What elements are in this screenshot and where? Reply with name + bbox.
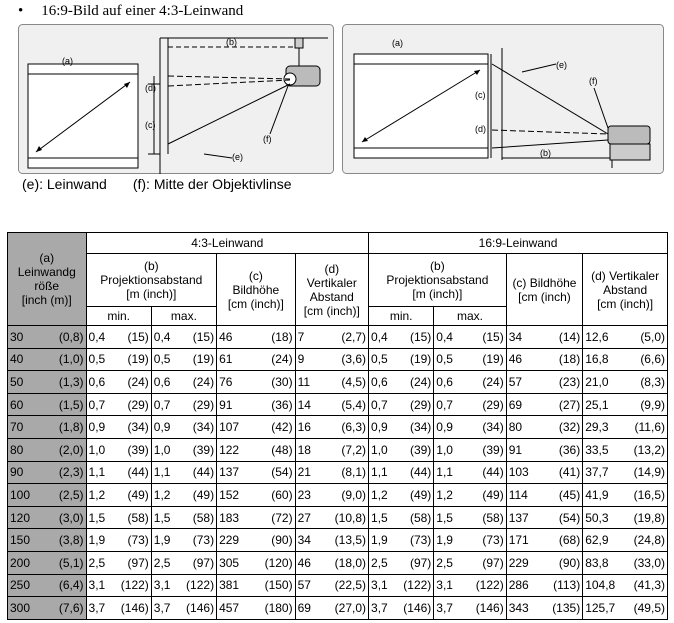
cell-max1: 0,4 (15) bbox=[151, 326, 216, 349]
vert-header-2: (d) Vertikaler Abstand [cm (inch)] bbox=[583, 254, 668, 326]
cell-max1: 0,9 (34) bbox=[151, 416, 216, 439]
cell-v2: 33,5 (13,2) bbox=[583, 438, 668, 461]
cell-h1: 122 (48) bbox=[217, 438, 296, 461]
label-a2: (a) bbox=[392, 38, 403, 48]
cell-max1: 3,7 (146) bbox=[151, 597, 216, 620]
cell-min1: 0,4 (15) bbox=[86, 326, 151, 349]
cell-v2: 16,8 (6,6) bbox=[583, 348, 668, 371]
cell-min2: 1,0 (39) bbox=[369, 438, 434, 461]
cell-min2: 2,5 (97) bbox=[369, 551, 434, 574]
cell-min2: 3,1 (122) bbox=[369, 574, 434, 597]
cell-h1: 305 (120) bbox=[217, 551, 296, 574]
cell-size: 250 (6,4) bbox=[8, 574, 87, 597]
cell-max2: 2,5 (97) bbox=[434, 551, 506, 574]
group-4-3: 4:3-Leinwand bbox=[86, 233, 369, 254]
cell-v1: 18 (7,2) bbox=[295, 438, 368, 461]
cell-min2: 0,7 (29) bbox=[369, 393, 434, 416]
cell-v2: 25,1 (9,9) bbox=[583, 393, 668, 416]
cell-size: 90 (2,3) bbox=[8, 461, 87, 484]
cell-min1: 1,0 (39) bbox=[86, 438, 151, 461]
cell-v1: 7 (2,7) bbox=[295, 326, 368, 349]
cell-size: 80 (2,0) bbox=[8, 438, 87, 461]
cell-v1: 69 (27,0) bbox=[295, 597, 368, 620]
cell-min2: 1,1 (44) bbox=[369, 461, 434, 484]
table-row bbox=[8, 484, 668, 507]
side-view-diagram bbox=[18, 24, 334, 174]
table-row bbox=[8, 348, 668, 371]
table-row bbox=[8, 597, 668, 620]
front-view-diagram bbox=[342, 24, 664, 174]
cell-max2: 0,6 (24) bbox=[434, 371, 506, 394]
cell-h2: 34 (14) bbox=[506, 326, 583, 349]
table-row bbox=[8, 393, 668, 416]
cell-v2: 12,6 (5,0) bbox=[583, 326, 668, 349]
cell-h1: 137 (54) bbox=[217, 461, 296, 484]
table-row bbox=[8, 529, 668, 552]
label-c2: (c) bbox=[475, 90, 486, 100]
label-b: (b) bbox=[226, 37, 237, 47]
cell-h2: 343 (135) bbox=[506, 597, 583, 620]
cell-min2: 1,2 (49) bbox=[369, 484, 434, 507]
cell-max2: 0,7 (29) bbox=[434, 393, 506, 416]
min-header-2: min. bbox=[369, 307, 434, 326]
cell-size: 70 (1,8) bbox=[8, 416, 87, 439]
cell-min1: 2,5 (97) bbox=[86, 551, 151, 574]
label-f: (f) bbox=[263, 134, 272, 144]
height-header-1: (c) Bildhöhe [cm (inch)] bbox=[217, 254, 296, 326]
vert-header-1: (d) Vertikaler Abstand [cm (inch)] bbox=[295, 254, 368, 326]
legend bbox=[22, 176, 318, 192]
table-row bbox=[8, 551, 668, 574]
cell-min1: 1,2 (49) bbox=[86, 484, 151, 507]
proj-header-1: (b) Projektionsabstand [m (inch)] bbox=[86, 254, 217, 307]
cell-min1: 0,5 (19) bbox=[86, 348, 151, 371]
label-e: (e) bbox=[232, 152, 243, 162]
legend-f: (f): Mitte der Objektivlinse bbox=[132, 176, 292, 192]
section-heading bbox=[18, 3, 243, 20]
table-row bbox=[8, 574, 668, 597]
table-row bbox=[8, 506, 668, 529]
cell-h1: 107 (42) bbox=[217, 416, 296, 439]
cell-max1: 3,1 (122) bbox=[151, 574, 216, 597]
cell-min2: 0,6 (24) bbox=[369, 371, 434, 394]
cell-max2: 1,9 (73) bbox=[434, 529, 506, 552]
cell-v1: 14 (5,4) bbox=[295, 393, 368, 416]
cell-v1: 21 (8,1) bbox=[295, 461, 368, 484]
label-e2: (e) bbox=[556, 60, 567, 70]
cell-h2: 229 (90) bbox=[506, 551, 583, 574]
cell-max2: 0,5 (19) bbox=[434, 348, 506, 371]
cell-v1: 46 (18,0) bbox=[295, 551, 368, 574]
label-d2: (d) bbox=[475, 124, 486, 134]
cell-h1: 61 (24) bbox=[217, 348, 296, 371]
cell-min2: 0,9 (34) bbox=[369, 416, 434, 439]
cell-min2: 1,9 (73) bbox=[369, 529, 434, 552]
max-header-1: max. bbox=[151, 307, 216, 326]
cell-min2: 3,7 (146) bbox=[369, 597, 434, 620]
cell-h2: 114 (45) bbox=[506, 484, 583, 507]
label-a: (a) bbox=[62, 56, 73, 66]
max-header-2: max. bbox=[434, 307, 506, 326]
cell-max2: 1,0 (39) bbox=[434, 438, 506, 461]
cell-h1: 46 (18) bbox=[217, 326, 296, 349]
cell-h2: 46 (18) bbox=[506, 348, 583, 371]
cell-h2: 103 (41) bbox=[506, 461, 583, 484]
cell-h1: 381 (150) bbox=[217, 574, 296, 597]
cell-max1: 0,5 (19) bbox=[151, 348, 216, 371]
cell-v1: 16 (6,3) bbox=[295, 416, 368, 439]
cell-min1: 0,6 (24) bbox=[86, 371, 151, 394]
cell-h2: 57 (23) bbox=[506, 371, 583, 394]
label-b2: (b) bbox=[540, 148, 551, 158]
cell-v2: 37,7 (14,9) bbox=[583, 461, 668, 484]
cell-min1: 0,7 (29) bbox=[86, 393, 151, 416]
cell-min1: 3,7 (146) bbox=[86, 597, 151, 620]
cell-min2: 0,4 (15) bbox=[369, 326, 434, 349]
legend-e: (e): Leinwand bbox=[22, 176, 107, 192]
label-d: (d) bbox=[145, 83, 156, 93]
cell-max1: 2,5 (97) bbox=[151, 551, 216, 574]
cell-h2: 91 (36) bbox=[506, 438, 583, 461]
cell-max1: 1,0 (39) bbox=[151, 438, 216, 461]
cell-min1: 1,9 (73) bbox=[86, 529, 151, 552]
cell-max2: 1,1 (44) bbox=[434, 461, 506, 484]
bullet: • bbox=[18, 3, 24, 19]
cell-min1: 1,1 (44) bbox=[86, 461, 151, 484]
projection-table bbox=[7, 232, 668, 620]
cell-min1: 1,5 (58) bbox=[86, 506, 151, 529]
label-f2: (f) bbox=[589, 76, 598, 86]
cell-min2: 1,5 (58) bbox=[369, 506, 434, 529]
cell-v1: 27 (10,8) bbox=[295, 506, 368, 529]
cell-h1: 183 (72) bbox=[217, 506, 296, 529]
cell-size: 50 (1,3) bbox=[8, 371, 87, 394]
cell-max1: 0,6 (24) bbox=[151, 371, 216, 394]
cell-max2: 3,7 (146) bbox=[434, 597, 506, 620]
cell-v2: 29,3 (11,6) bbox=[583, 416, 668, 439]
cell-size: 60 (1,5) bbox=[8, 393, 87, 416]
cell-h2: 171 (68) bbox=[506, 529, 583, 552]
cell-h2: 69 (27) bbox=[506, 393, 583, 416]
cell-size: 100 (2,5) bbox=[8, 484, 87, 507]
cell-v2: 125,7 (49,5) bbox=[583, 597, 668, 620]
cell-v1: 34 (13,5) bbox=[295, 529, 368, 552]
cell-min1: 0,9 (34) bbox=[86, 416, 151, 439]
cell-v1: 11 (4,5) bbox=[295, 371, 368, 394]
cell-h2: 137 (54) bbox=[506, 506, 583, 529]
cell-max2: 1,5 (58) bbox=[434, 506, 506, 529]
cell-v2: 83,8 (33,0) bbox=[583, 551, 668, 574]
group-16-9: 16:9-Leinwand bbox=[369, 233, 668, 254]
table-row bbox=[8, 326, 668, 349]
cell-h1: 91 (36) bbox=[217, 393, 296, 416]
cell-h1: 457 (180) bbox=[217, 597, 296, 620]
cell-h2: 286 (113) bbox=[506, 574, 583, 597]
size-header: (a) Leinwandg röße [inch (m)] bbox=[8, 233, 87, 326]
cell-size: 30 (0,8) bbox=[8, 326, 87, 349]
cell-h1: 76 (30) bbox=[217, 371, 296, 394]
section-title: 16:9-Bild auf einer 4:3-Leinwand bbox=[41, 3, 244, 19]
cell-v2: 41,9 (16,5) bbox=[583, 484, 668, 507]
cell-h1: 229 (90) bbox=[217, 529, 296, 552]
cell-max1: 1,9 (73) bbox=[151, 529, 216, 552]
height-header-2: (c) Bildhöhe [cm (inch) bbox=[506, 254, 583, 326]
cell-max2: 0,4 (15) bbox=[434, 326, 506, 349]
cell-max1: 1,1 (44) bbox=[151, 461, 216, 484]
cell-size: 150 (3,8) bbox=[8, 529, 87, 552]
cell-size: 300 (7,6) bbox=[8, 597, 87, 620]
cell-max1: 1,2 (49) bbox=[151, 484, 216, 507]
cell-max1: 0,7 (29) bbox=[151, 393, 216, 416]
cell-v2: 21,0 (8,3) bbox=[583, 371, 668, 394]
table-row bbox=[8, 438, 668, 461]
table-row bbox=[8, 461, 668, 484]
cell-max1: 1,5 (58) bbox=[151, 506, 216, 529]
cell-size: 200 (5,1) bbox=[8, 551, 87, 574]
min-header-1: min. bbox=[86, 307, 151, 326]
cell-max2: 0,9 (34) bbox=[434, 416, 506, 439]
cell-min2: 0,5 (19) bbox=[369, 348, 434, 371]
cell-v1: 23 (9,0) bbox=[295, 484, 368, 507]
cell-size: 120 (3,0) bbox=[8, 506, 87, 529]
cell-v1: 9 (3,6) bbox=[295, 348, 368, 371]
cell-v1: 57 (22,5) bbox=[295, 574, 368, 597]
cell-h1: 152 (60) bbox=[217, 484, 296, 507]
cell-h2: 80 (32) bbox=[506, 416, 583, 439]
cell-v2: 62,9 (24,8) bbox=[583, 529, 668, 552]
cell-size: 40 (1,0) bbox=[8, 348, 87, 371]
table-row bbox=[8, 371, 668, 394]
cell-max2: 3,1 (122) bbox=[434, 574, 506, 597]
cell-v2: 104,8 (41,3) bbox=[583, 574, 668, 597]
cell-min1: 3,1 (122) bbox=[86, 574, 151, 597]
cell-v2: 50,3 (19,8) bbox=[583, 506, 668, 529]
proj-header-2: (b) Projektionsabstand [m (inch)] bbox=[369, 254, 507, 307]
label-c: (c) bbox=[145, 120, 156, 130]
cell-max2: 1,2 (49) bbox=[434, 484, 506, 507]
table-row bbox=[8, 416, 668, 439]
